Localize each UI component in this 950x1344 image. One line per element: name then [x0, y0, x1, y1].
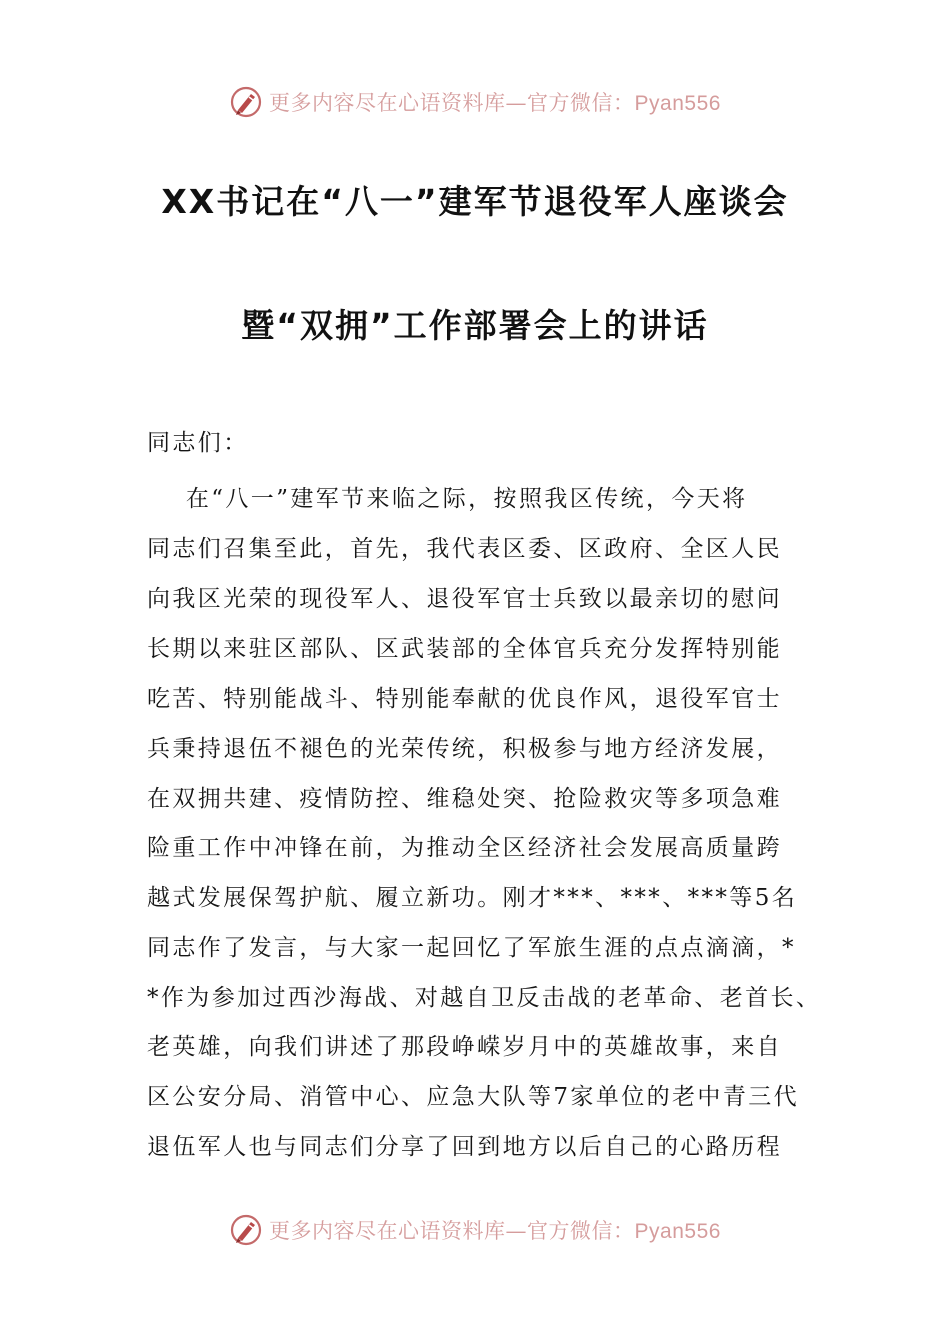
- watermark-text: 更多内容尽在心语资料库—官方微信：Pyan556: [269, 1219, 721, 1243]
- watermark-id: Pyan556: [634, 1220, 721, 1243]
- pen-logo-icon: [229, 1213, 263, 1247]
- document-title-line-2: 暨“双拥”工作部署会上的讲话: [241, 306, 709, 345]
- body-line: 同志作了发言，与大家一起回忆了军旅生涯的点点滴滴，*: [147, 935, 796, 961]
- body-line: 吃苦、特别能战斗、特别能奉献的优良作风，退役军官士: [147, 686, 782, 712]
- body-line: 在“八一”建军节来临之际，按照我区传统，今天将: [147, 486, 748, 512]
- body-line: 向我区光荣的现役军人、退役军官士兵致以最亲切的慰问: [147, 586, 782, 612]
- body-line: 退伍军人也与同志们分享了回到地方以后自己的心路历程: [147, 1134, 782, 1160]
- document-title-line-1: XX书记在“八一”建军节退役军人座谈会: [161, 182, 789, 221]
- watermark-header: [0, 82, 950, 122]
- body-line: 兵秉持退伍不褪色的光荣传统，积极参与地方经济发展，: [147, 736, 782, 762]
- watermark-footer: [0, 1210, 950, 1250]
- body-line: 越式发展保驾护航、履立新功。刚才***、***、***等5名: [147, 885, 798, 911]
- watermark-id: Pyan556: [634, 92, 721, 115]
- watermark-text: 更多内容尽在心语资料库—官方微信：Pyan556: [269, 91, 721, 115]
- body-line: 长期以来驻区部队、区武装部的全体官兵充分发挥特别能: [147, 636, 782, 662]
- body-line: 险重工作中冲锋在前，为推动全区经济社会发展高质量跨: [147, 835, 782, 861]
- body-line: 区公安分局、消管中心、应急大队等7家单位的老中青三代: [147, 1084, 800, 1110]
- body-line: 老英雄，向我们讲述了那段峥嵘岁月中的英雄故事，来自: [147, 1034, 782, 1060]
- body-line: 在双拥共建、疫情防控、维稳处突、抢险救灾等多项急难: [147, 786, 782, 812]
- body-line-salutation: 同志们：: [147, 430, 249, 456]
- pen-logo-icon: [229, 85, 263, 119]
- body-line: *作为参加过西沙海战、对越自卫反击战的老革命、老首长、: [147, 985, 822, 1011]
- body-line: 同志们召集至此，首先，我代表区委、区政府、全区人民: [147, 536, 782, 562]
